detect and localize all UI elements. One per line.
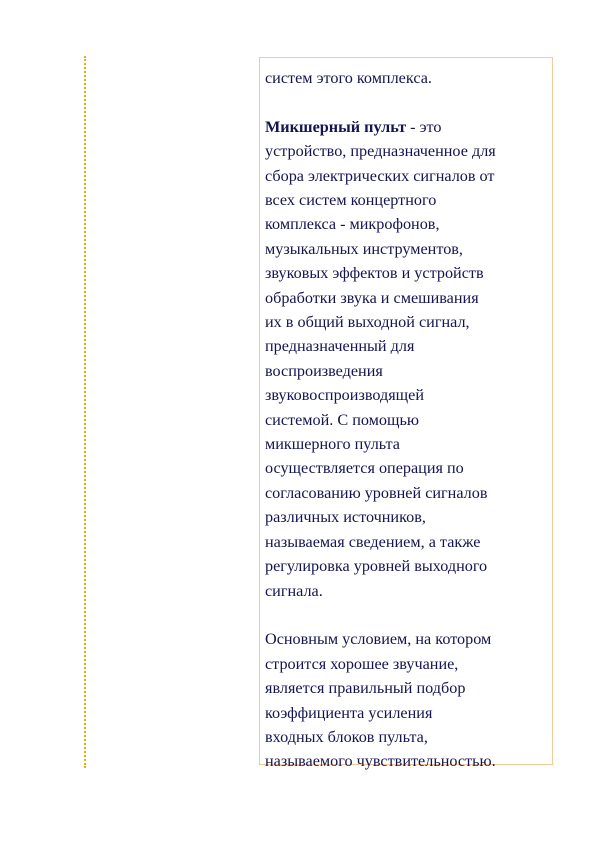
text-line: звуковоспроизводящей [265, 386, 424, 405]
text-line: сигнала. [265, 581, 323, 600]
paragraph-sensitivity [265, 627, 548, 773]
text-line: системой. С помощью [265, 410, 419, 429]
text-line: комплекса - микрофонов, [265, 215, 440, 234]
text-line: является правильный подбор [265, 679, 466, 698]
text-line: строится хорошее звучание, [265, 654, 459, 673]
text-line: обработки звука и смешивания [265, 288, 479, 307]
text-frame [259, 57, 553, 771]
text-line: микшерного пульта [265, 435, 400, 454]
text-line: устройство, предназначенное для [265, 142, 496, 161]
text-line: предназначенный для [265, 337, 415, 356]
text-line: осуществляется операция по [265, 459, 464, 478]
text-line: согласованию уровней сигналов [265, 483, 488, 502]
text-line: Основным условием, на котором [265, 630, 492, 649]
paragraph-mixer-definition [265, 115, 548, 603]
text-line: воспроизведения [265, 361, 383, 380]
paragraph-gap [265, 603, 548, 627]
term-suffix: - это [406, 117, 442, 136]
paragraph-continuation [265, 66, 548, 90]
text-line: коэффициента усиления [265, 703, 433, 722]
text-line: различных источников, [265, 508, 426, 527]
paragraph-gap [265, 90, 548, 114]
text-line: называемого чувствительностью. [265, 752, 496, 771]
text-line: всех систем концертного [265, 191, 437, 210]
text-line: их в общий выходной сигнал, [265, 313, 470, 332]
text-line: музыкальных инструментов, [265, 239, 463, 258]
text-line: звуковых эффектов и устройств [265, 264, 484, 283]
text-line: называемая сведением, а также [265, 532, 481, 551]
left-dotted-rule [84, 56, 86, 768]
text-line [265, 115, 548, 139]
text-line: регулировка уровней выходного [265, 557, 488, 576]
text-line: систем этого комплекса. [265, 69, 432, 87]
text-line: входных блоков пульта, [265, 727, 428, 746]
text-line: сбора электрических сигналов от [265, 166, 495, 185]
defined-term: Микшерный пульт [265, 117, 407, 136]
